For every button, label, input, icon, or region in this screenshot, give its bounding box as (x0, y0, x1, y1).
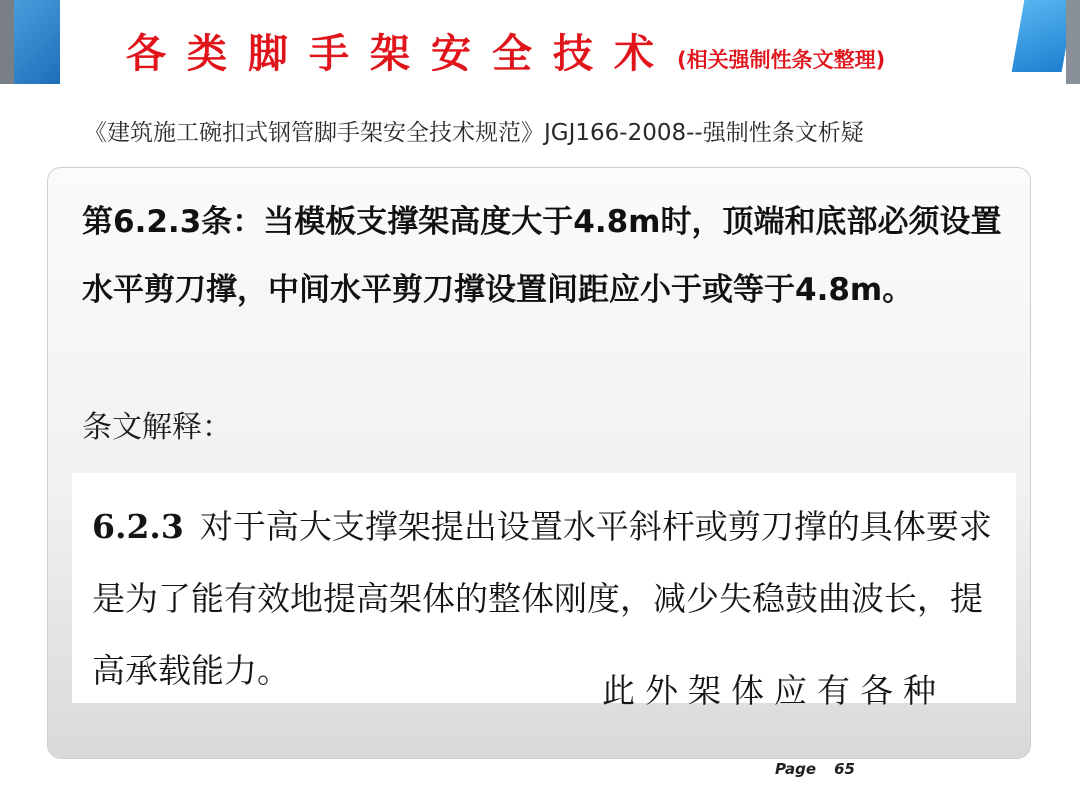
page-footer (775, 760, 855, 778)
explanation-excerpt (72, 473, 1016, 710)
excerpt-cut-text: 此外架体应有各种 (602, 671, 946, 710)
slide-title (126, 22, 986, 79)
corner-decoration-right (1012, 0, 1075, 72)
title-note: (相关强制性条文整理) (677, 48, 886, 72)
explanation-label: 条文解释： (82, 410, 232, 445)
excerpt-number: 6.2.3 (92, 507, 184, 546)
page-label: Page (775, 760, 817, 778)
standard-subtitle: 《建筑施工碗扣式钢管脚手架安全技术规范》JGJ166-2008--强制性条文析疑 (84, 120, 864, 146)
page-number: 65 (834, 760, 855, 778)
corner-decoration-left-stripe (0, 0, 14, 84)
corner-decoration-right-stripe (1066, 0, 1080, 84)
excerpt-body: 对于高大支撑架提出设置水平斜杆或剪刀撑的具体要求是为了能有效地提高架体的整体刚度，减少失稳鼓曲波长，提高承载能力。 (92, 507, 992, 690)
excerpt-cut-line (602, 671, 1002, 710)
clause-text: 第6.2.3条：当模板支撑架高度大于4.8m时，顶端和底部必须设置水平剪刀撑，中间水平剪刀撑设置间距应小于或等于4.8m。 (82, 204, 1002, 308)
title-main: 各类脚手架安全技术 (126, 31, 675, 77)
